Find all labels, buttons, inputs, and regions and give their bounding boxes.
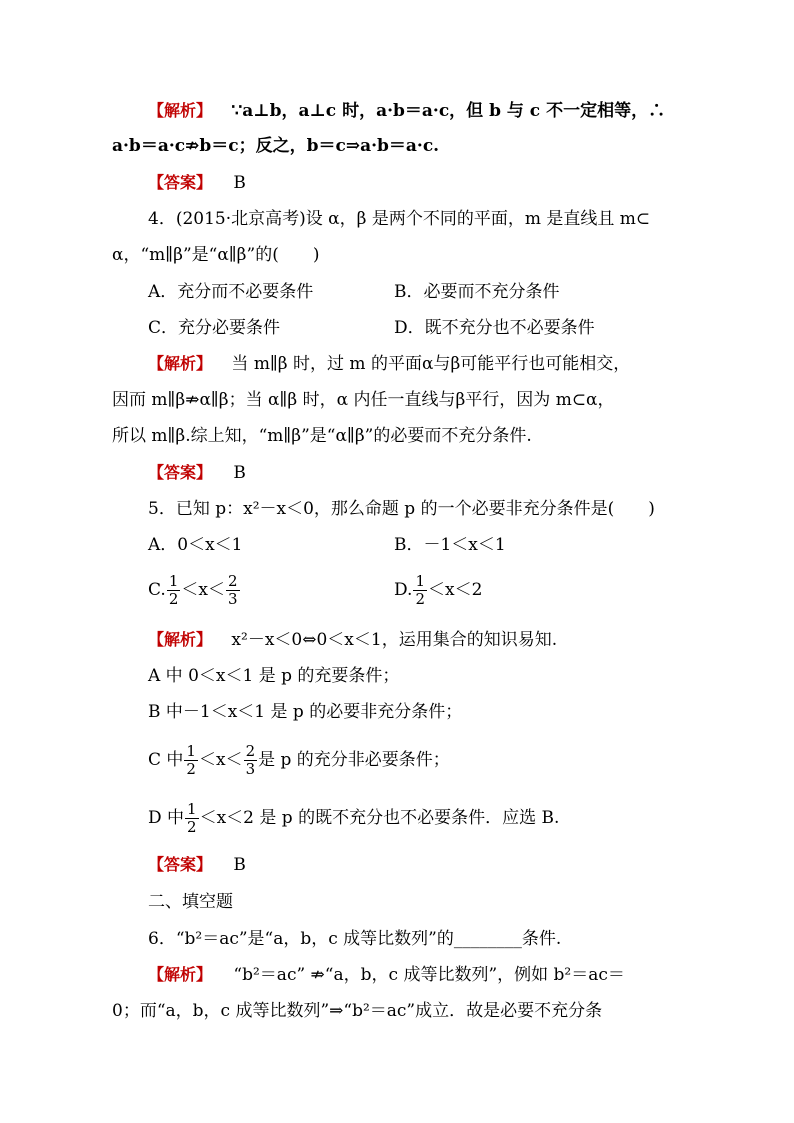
analysis-text: 是 p 的充分非必要条件； [258,750,450,770]
answer-tag: 【答案】 [148,173,213,192]
option-label: D. [394,580,413,600]
question-text: 6．“b²＝ac”是“a，b，c 成等比数列”的________条件. [148,929,562,949]
fraction-denominator: 2 [415,590,425,608]
fraction-numerator: 1 [187,800,197,818]
option-text: B．－1＜x＜1 [394,535,506,555]
fraction-denominator: 2 [168,590,179,608]
fraction-denominator: 3 [227,590,238,608]
analysis-text: D 中 [148,808,185,828]
fraction-numerator: 1 [168,572,179,590]
option-text: C．充分必要条件 [148,318,281,338]
fraction [185,801,199,836]
question-text: 4．(2015·北京高考)设 α，β 是两个不同的平面，m 是直线且 m⊂ [148,209,651,229]
analysis-text: C 中 [148,750,184,770]
question-stem [112,243,319,267]
analysis-line [148,798,559,838]
fraction-denominator: 2 [187,818,197,836]
fraction-denominator: 2 [186,760,196,778]
option-text: ＜x＜ [181,580,225,600]
analysis-text: ＜x＜2 是 p 的既不充分也不必要条件．应选 B. [199,808,560,828]
fraction-numerator: 1 [186,742,196,760]
analysis-text: a·b＝a·c⇏b＝c；反之，b＝c⇒a·b＝a·c. [112,136,440,156]
analysis-text: ∵a⊥b，a⊥c 时，a·b＝a·c，但 b 与 c 不一定相等，∴ [231,101,666,121]
option-text: ＜x＜2 [427,580,483,600]
option-a [148,533,243,557]
analysis-tag: 【解析】 [148,354,213,373]
fraction-denominator: 3 [245,760,256,778]
answer-line [148,171,246,195]
analysis-text: 因而 m∥β⇏α∥β；当 α∥β 时，α 内任一直线与β平行，因为 m⊂α， [112,390,615,410]
answer-line [148,853,246,877]
question-stem [148,207,650,231]
analysis-line [148,700,462,724]
option-text: D．既不充分也不必要条件 [394,318,595,338]
analysis-tag: 【解析】 [148,630,213,649]
analysis-line [148,628,557,652]
fraction [184,743,198,778]
fraction [244,743,258,778]
analysis-line [148,740,450,780]
analysis-line [112,424,532,448]
analysis-line [148,963,625,987]
analysis-text: x²－x＜0⇔0＜x＜1，运用集合的知识易知. [231,630,558,650]
answer-line [148,461,246,485]
analysis-line [148,99,665,123]
fraction-numerator: 1 [415,572,425,590]
analysis-text: “b²＝ac” ⇏“a，b，c 成等比数列”，例如 b²＝ac＝ [233,965,625,985]
option-text: A．0＜x＜1 [148,535,243,555]
option-d [394,316,595,340]
option-b [394,280,560,304]
analysis-tag: 【解析】 [148,965,213,984]
analysis-tag: 【解析】 [148,101,213,120]
option-d [394,570,482,610]
analysis-text: 当 m∥β 时，过 m 的平面α与β可能平行也可能相交， [231,354,631,374]
question-stem [148,497,655,521]
option-text: B．必要而不充分条件 [394,282,560,302]
fraction [167,573,181,608]
analysis-text: ＜x＜ [198,750,243,770]
answer-tag: 【答案】 [148,855,213,874]
question-stem [148,927,561,951]
answer-value: B [233,463,246,483]
answer-value: B [233,173,246,193]
option-text: A．充分而不必要条件 [148,282,314,302]
section-heading [148,890,233,914]
fraction-numerator: 2 [227,572,238,590]
answer-tag: 【答案】 [148,463,213,482]
analysis-line [148,664,399,688]
analysis-text: B 中－1＜x＜1 是 p 的必要非充分条件； [148,702,463,722]
analysis-line [112,388,615,412]
option-label: C. [148,580,166,600]
analysis-text: A 中 0＜x＜1 是 p 的充要条件； [148,666,400,686]
analysis-line [112,134,439,158]
fraction [226,573,240,608]
analysis-line [112,999,602,1023]
option-c [148,570,241,610]
fraction [413,573,427,608]
question-text: α，“m∥β”是“α∥β”的( ) [112,245,320,265]
answer-value: B [233,855,246,875]
option-c [148,316,280,340]
option-a [148,280,313,304]
analysis-line [148,352,630,376]
analysis-text: 0；而“a，b，c 成等比数列”⇒“b²＝ac”成立．故是必要不充分条 [112,1001,603,1021]
analysis-text: 所以 m∥β.综上知，“m∥β”是“α∥β”的必要而不充分条件. [112,426,532,446]
question-text: 5．已知 p：x²－x＜0，那么命题 p 的一个必要非充分条件是( ) [148,499,655,519]
fraction-numerator: 2 [245,742,256,760]
option-b [394,533,506,557]
section-title: 二、填空题 [148,892,233,912]
